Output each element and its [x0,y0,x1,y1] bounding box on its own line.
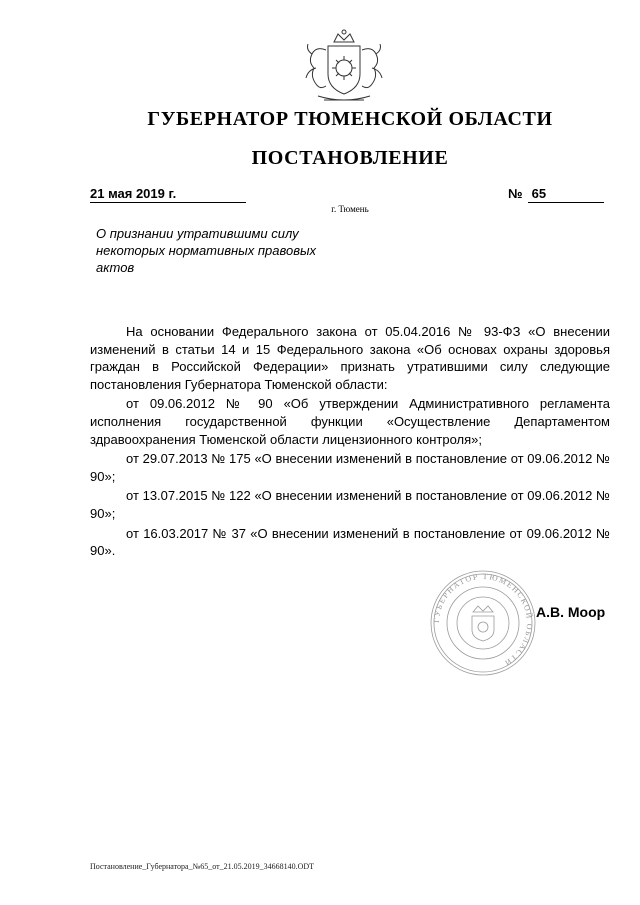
governor-seal-stamp-icon [428,568,538,678]
document-body [90,323,610,562]
document-type-title: ПОСТАНОВЛЕНИЕ [251,147,449,169]
document-number [528,186,604,203]
list-item: от 13.07.2015 № 122 «О внесении изменений в постановление от 09.06.2012 № 90»; [90,488,610,521]
city: г. Тюмень [331,204,369,214]
tyumen-coat-of-arms-icon [298,28,390,110]
list-item: от 16.03.2017 № 37 «О внесении изменений в постановление от 09.06.2012 № 90». [90,525,610,559]
authority-title: ГУБЕРНАТОР ТЮМЕНСКОЙ ОБЛАСТИ [147,108,553,130]
document-number-value: 65 [531,186,547,201]
document-date: 21 мая 2019 г. [90,186,246,203]
signer-name: А.В. Моор [536,604,606,620]
number-sign: № [508,186,523,201]
list-item: от 29.07.2013 № 175 «О внесении изменений в постановление от 09.06.2012 № 90»; [90,451,610,484]
lead-paragraph: На основании Федерального закона от 05.04.2016 № 93-ФЗ «О внесении изменений в статьи 14 и 15 Федерального закона «Об основах охраны здоровья граждан в Российской Федерации» признать утратившими силу следующие постановления Губернатора Тюменской области: [90,324,610,392]
list-item: от 09.06.2012 № 90 «Об утверждении Административного регламента исполнения государственной функции «Осуществление Департаментом здравоохранения Тюменской области лицензионного контроля»; [90,396,610,447]
footer-filename: Постановление_Губернатора_№65_от_21.05.2019_34668140.ODT [90,862,315,871]
document-subject: О признании утратившими силу некоторых нормативных правовых актов [96,226,317,275]
seal-text: ГУБЕРНАТОР ТЮМЕНСКОЙ ОБЛАСТИ [431,571,535,669]
